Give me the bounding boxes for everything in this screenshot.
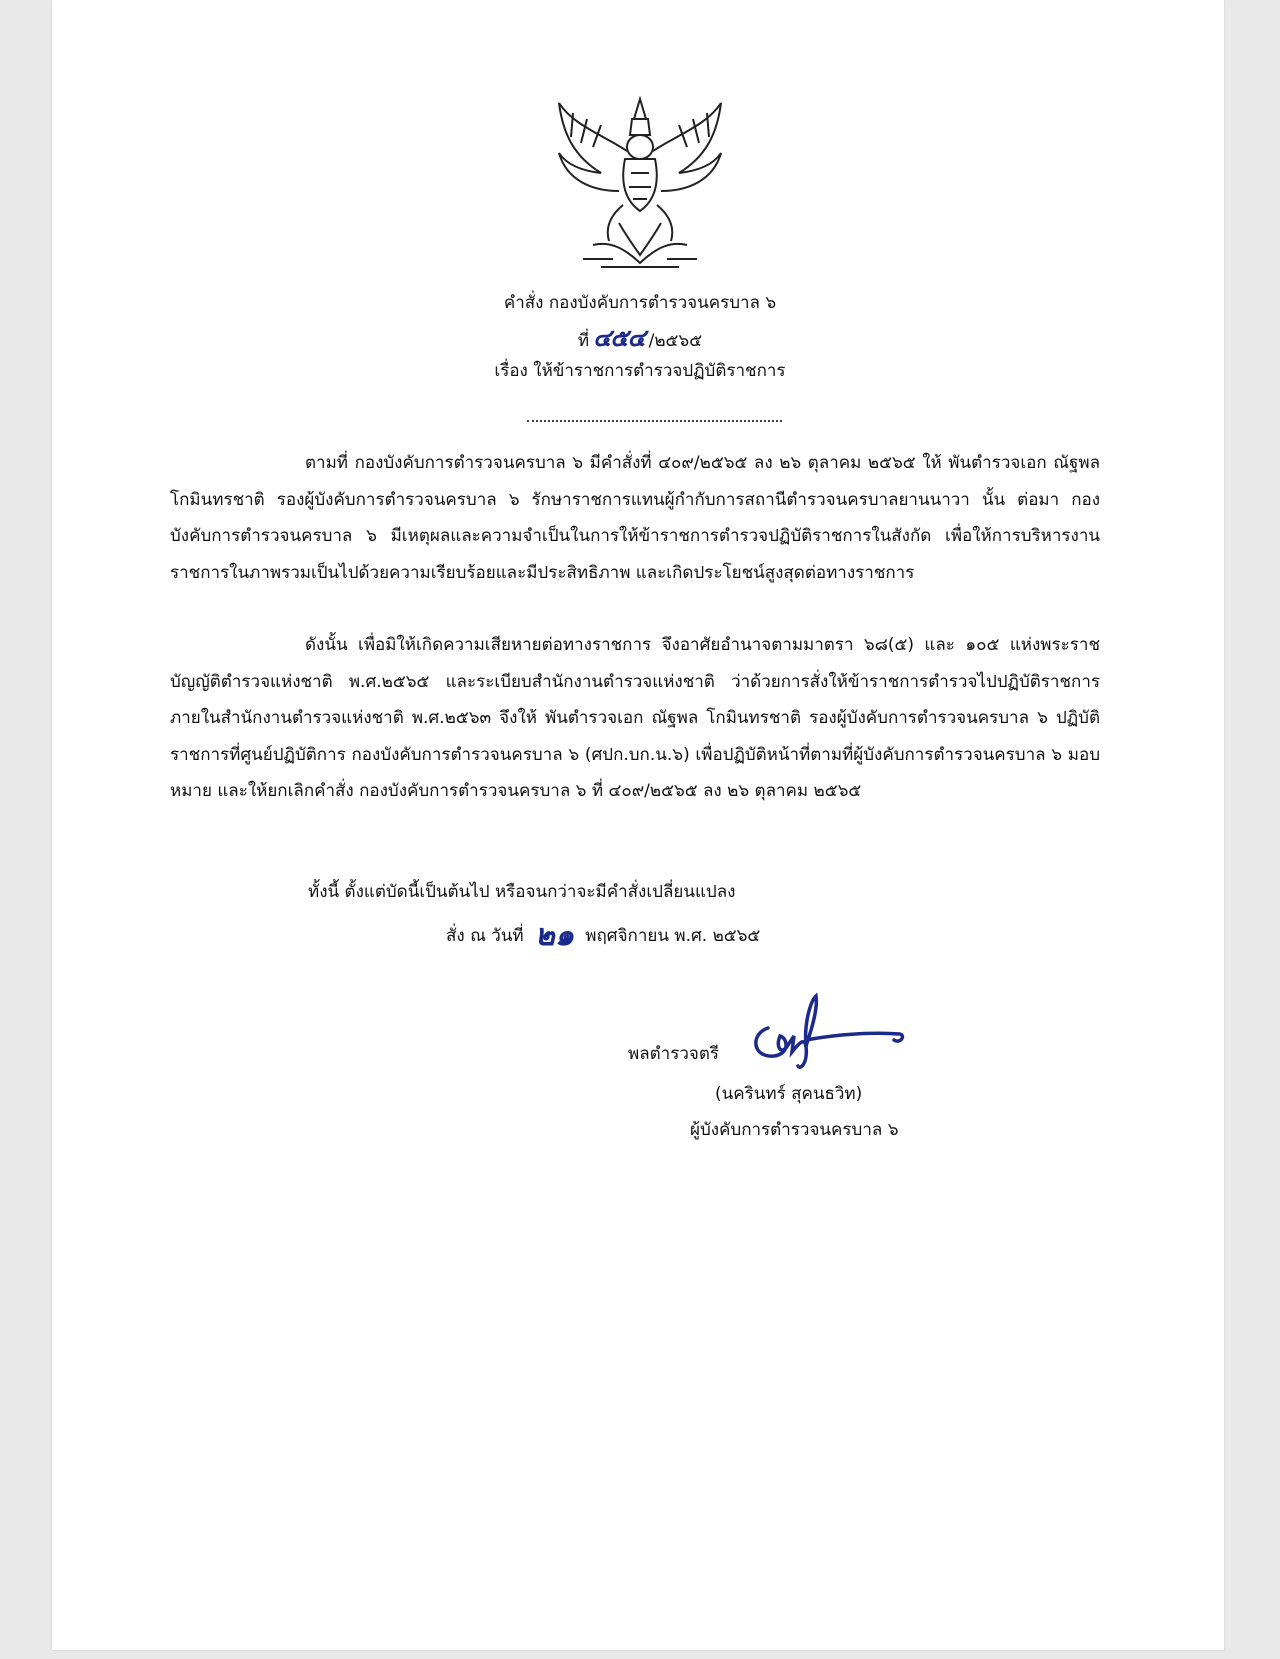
order-title: คำสั่ง กองบังคับการตำรวจนครบาล ๖ xyxy=(503,293,777,313)
body-paragraph-1: ตามที่ กองบังคับการตำรวจนครบาล ๖ มีคำสั่งที่ ๔๐๙/๒๕๖๕ ลง ๒๖ ตุลาคม ๒๕๖๕ ให้ พันตำรวจเอก ณัฐพล โกมินทรชาติ รองผู้บังคับการตำรวจนครบาล ๖ รักษาราชการแทนผู้กำกับการสถานีตำรวจนครบาลยานนาวา นั้น ต่อมา กองบังคับการตำรวจนครบาล ๖ มีเหตุผลและความจำเป็นในการให้ข้าราชการตำรวจปฏิบัติราชการในสังกัด เพื่อให้การบริหารงานราชการในภาพรวมเป็นไปด้วยความเรียบร้อยและมีประสิทธิภาพ และเกิดประโยชน์สูงสุดต่อทางราชการ xyxy=(170,453,1100,583)
date-day-handwritten: ๒๑ xyxy=(535,918,574,953)
order-date xyxy=(446,912,760,959)
garuda-emblem-icon xyxy=(553,95,727,273)
order-subject: เรื่อง ให้ข้าราชการตำรวจปฏิบัติราชการ xyxy=(494,361,786,381)
body-paragraph-2: ดังนั้น เพื่อมิให้เกิดความเสียหายต่อทางราชการ จึงอาศัยอำนาจตามมาตรา ๖๘(๕) และ ๑๐๕ แห่งพระราชบัญญัติตำรวจแห่งชาติ พ.ศ.๒๕๖๕ และระเบียบสำนักงานตำรวจแห่งชาติ ว่าด้วยการสั่งให้ข้าราชการตำรวจไปปฏิบัติราชการภายในสำนักงานตำรวจแห่งชาติ พ.ศ.๒๕๖๓ จึงให้ พันตำรวจเอก ณัฐพล โกมินทรชาติ รองผู้บังคับการตำรวจนครบาล ๖ ปฏิบัติราชการที่ศูนย์ปฏิบัติการ กองบังคับการตำรวจนครบาล ๖ (ศปก.บก.น.๖) เพื่อปฏิบัติหน้าที่ตามที่ผู้บังคับการตำรวจนครบาล ๖ มอบหมาย และให้ยกเลิกคำสั่ง กองบังคับการตำรวจนครบาล ๖ ที่ ๔๐๙/๒๕๖๕ ลง ๒๖ ตุลาคม ๒๕๖๕ xyxy=(170,635,1100,801)
order-number-handwritten: ๔๕๔ xyxy=(593,323,645,352)
order-number-suffix: /๒๕๖๕ xyxy=(648,331,703,351)
order-number-line xyxy=(0,318,1280,357)
effective-clause: ทั้งนี้ ตั้งแต่บัดนี้เป็นต้นไป หรือจนกว่าจะมีคำสั่งเปลี่ยนแปลง xyxy=(308,882,736,902)
date-prefix: สั่ง ณ วันที่ xyxy=(446,926,524,946)
signer-name: (นครินทร์ สุคนธวิท) xyxy=(715,1084,863,1104)
signer-rank: พลตำรวจตรี xyxy=(628,1044,720,1064)
signer-position: ผู้บังคับการตำรวจนครบาล ๖ xyxy=(690,1120,899,1140)
order-number-prefix: ที่ xyxy=(577,331,590,351)
order-number xyxy=(578,318,702,357)
handwritten-signature xyxy=(740,988,910,1078)
divider xyxy=(527,420,782,422)
date-suffix: พฤศจิกายน พ.ศ. ๒๕๖๕ xyxy=(585,926,761,946)
